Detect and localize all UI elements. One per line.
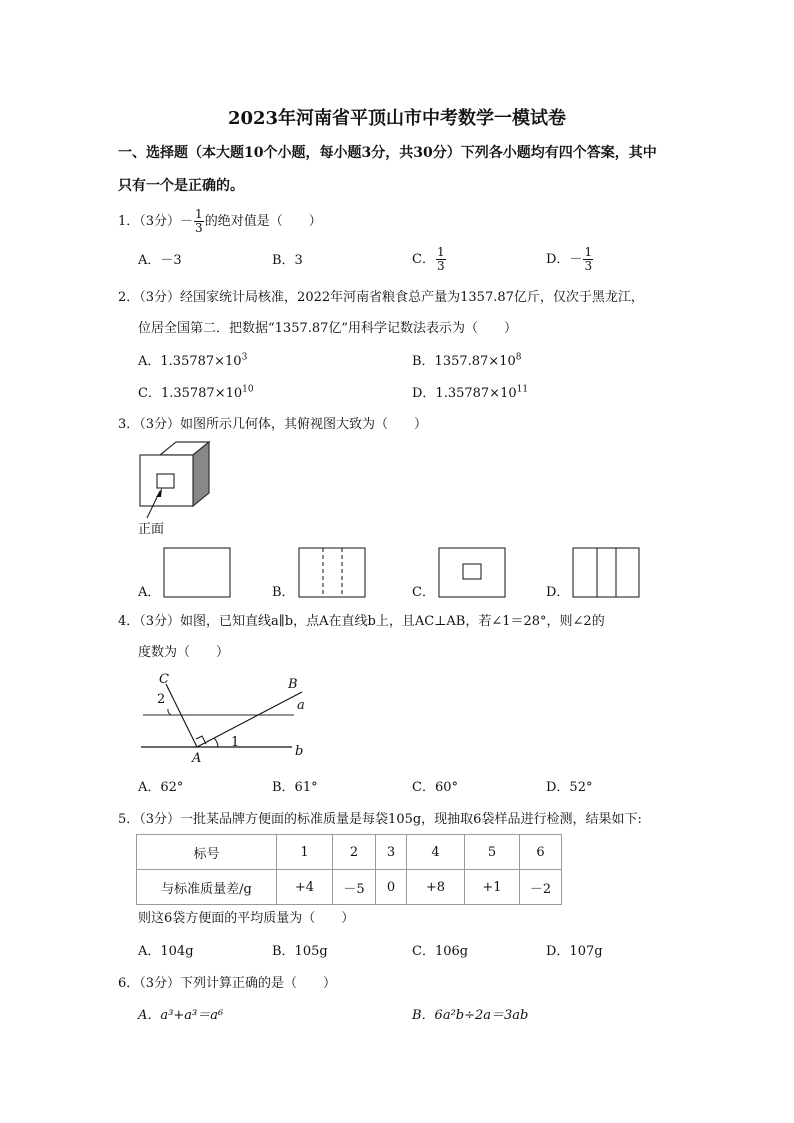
q1-suffix: 的绝对值是（ ） [204, 214, 322, 229]
q5-option-b: B．105g [272, 944, 328, 959]
q4-option-b: B．61° [272, 780, 318, 795]
q4-option-d: D．52° [546, 780, 593, 795]
q4-option-c: C．60° [412, 780, 458, 795]
table-cell: 与标准质量差/g [137, 870, 277, 905]
q5-option-a: A．104g [138, 944, 194, 959]
q3-option-a: A． [138, 585, 161, 600]
question-6: 6．（3分）下列计算正确的是（ ） [118, 976, 337, 991]
table-cell: 2 [333, 835, 376, 870]
q1-prefix: 1．（3分）－ [118, 214, 194, 229]
front-label: 正面 [138, 522, 165, 537]
question-2-line1: 2．（3分）经国家统计局核准，2022年河南省粮食总产量为1357.87亿斤，仅次于黑龙江， [118, 290, 644, 305]
table-cell: 标号 [137, 835, 277, 870]
q3-option-c: C． [412, 585, 435, 600]
table-cell: 3 [376, 835, 407, 870]
exam-title: 2023年河南省平顶山市中考数学一模试卷 [227, 108, 567, 129]
q6-option-b: B．6a²b÷2a＝3ab [412, 1008, 529, 1023]
section-heading-line1: 一、选择题（本大题10个小题，每小题3分，共30分）下列各小题均有四个答案，其中 [118, 145, 657, 161]
table-cell: +4 [277, 870, 333, 905]
option-text: D．1.35787×10 [412, 386, 517, 401]
data-table [136, 834, 562, 905]
exponent: 3 [241, 352, 248, 363]
denominator: 3 [436, 259, 445, 273]
question-5: 5．（3分）一批某品牌方便面的标准质量是每袋105g，现抽取6袋样品进行检测，结果如下: [118, 812, 642, 827]
option-text: A．1.35787×10 [138, 354, 242, 369]
option-text: B．1357.87×10 [412, 354, 516, 369]
numerator: 1 [195, 207, 203, 221]
table-cell: 1 [277, 835, 333, 870]
q1-option-a: A．－3 [138, 253, 182, 268]
table-cell: 5 [465, 835, 520, 870]
exponent: 10 [242, 384, 254, 395]
table-cell: +8 [407, 870, 465, 905]
exponent: 8 [515, 352, 522, 363]
table-row [137, 835, 562, 870]
q5-option-c: C．106g [412, 944, 469, 959]
denominator: 3 [584, 259, 593, 273]
q1-option-b: B．3 [272, 253, 303, 268]
denominator: 3 [195, 221, 203, 235]
question-4-line1: 4．（3分）如图，已知直线a∥b，点A在直线b上，且AC⊥AB，若∠1＝28°，则∠2的 [118, 614, 605, 629]
label-angle-1: 1 [231, 735, 240, 750]
q6-option-a: A．a³+a³＝a⁶ [138, 1008, 224, 1023]
label-a-point: A [192, 751, 202, 766]
table-cell: －5 [333, 870, 376, 905]
table-cell: －2 [520, 870, 562, 905]
q3-option-b: B． [272, 585, 295, 600]
label-line-a: a [297, 698, 305, 713]
option-label: D．－ [546, 252, 583, 267]
question-4-line2: 度数为（ ） [138, 645, 230, 660]
label-c: C [159, 672, 169, 687]
label-b-point: B [288, 677, 298, 692]
q4-option-a: A．62° [138, 780, 184, 795]
question-5-prompt: 则这6袋方便面的平均质量为（ ） [138, 911, 355, 926]
numerator: 1 [584, 245, 593, 259]
table-cell: 6 [520, 835, 562, 870]
question-3: 3．（3分）如图所示几何体，其俯视图大致为（ ） [118, 417, 428, 432]
question-2-line2: 位居全国第二．把数据“1357.87亿”用科学记数法表示为（ ） [138, 321, 518, 336]
label-line-b: b [295, 744, 304, 759]
q3-option-d: D． [546, 585, 570, 600]
section-heading-line2: 只有一个是正确的。 [118, 178, 244, 194]
option-label: C． [412, 252, 435, 267]
table-row [137, 870, 562, 905]
label-angle-2: 2 [157, 692, 166, 707]
exponent: 11 [516, 384, 529, 395]
table-cell: +1 [465, 870, 520, 905]
numerator: 1 [436, 245, 445, 259]
table-cell: 4 [407, 835, 465, 870]
q5-option-d: D．107g [546, 944, 603, 959]
table-cell: 0 [376, 870, 407, 905]
option-text: C．1.35787×10 [138, 386, 243, 401]
